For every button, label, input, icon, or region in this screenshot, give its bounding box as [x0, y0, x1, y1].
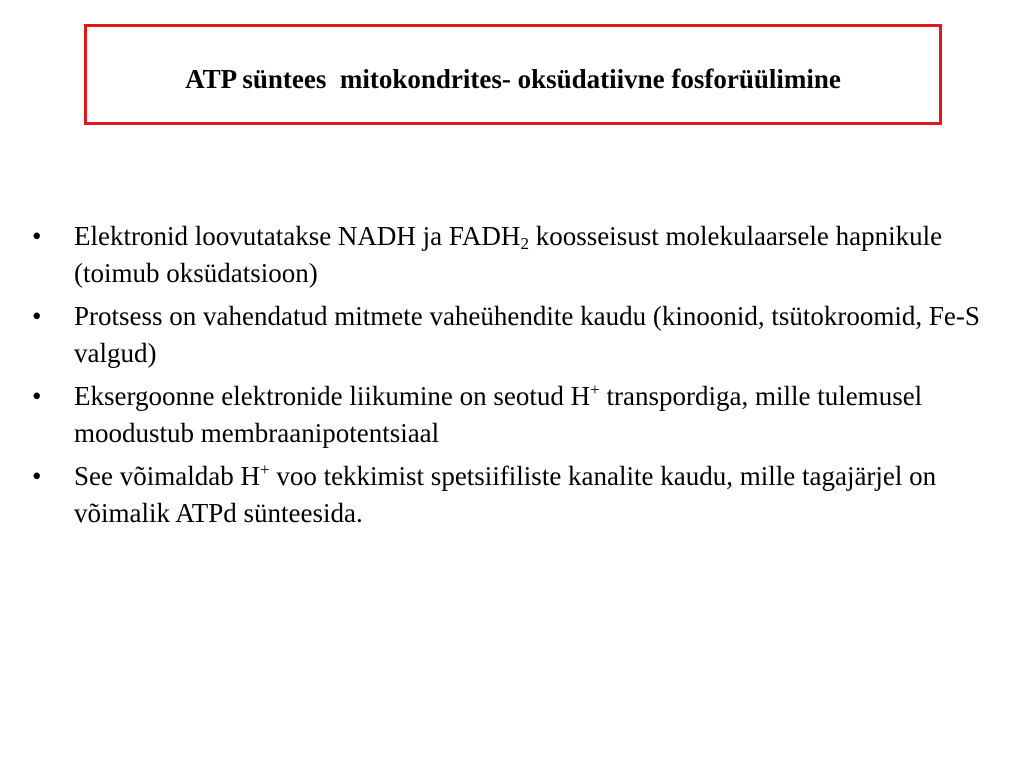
- slide-title: ATP süntees mitokondrites- oksüdatiivne fosforüülimine: [185, 64, 841, 94]
- bullet-text-part: Eksergoonne elektronide liikumine on seotud H: [74, 381, 591, 411]
- bullet-list: [30, 218, 1005, 538]
- bullet-text-part: koosseisust molekulaarsele hapnikule (toimub oksüdatsioon): [74, 221, 943, 288]
- subscript: 2: [520, 234, 529, 253]
- bullet-dot-icon: •: [32, 461, 42, 491]
- bullet-item-3: [30, 378, 1005, 452]
- bullet-dot-icon: •: [32, 301, 42, 331]
- superscript: +: [590, 380, 600, 399]
- bullet-dot-icon: •: [32, 381, 42, 411]
- bullet-item-4: [30, 458, 1005, 532]
- bullet-text-part: voo tekkimist spetsiifiliste kanalite kaudu, mille tagajärjel on võimalik ATPd sünteesida.: [74, 461, 937, 528]
- bullet-text-part: See võimaldab H: [74, 461, 260, 491]
- title-box: [84, 24, 942, 125]
- superscript: +: [259, 460, 270, 479]
- bullet-dot-icon: •: [32, 221, 42, 251]
- bullet-item-2: [30, 298, 1005, 372]
- bullet-item-1: [30, 218, 1005, 292]
- bullet-text-part: Elektronid loovutatakse NADH ja FADH: [74, 221, 521, 251]
- bullet-text-part: transpordiga, mille tulemusel moodustub membraanipotentsiaal: [74, 381, 923, 448]
- bullet-text: Protsess on vahendatud mitmete vaheühendite kaudu (kinoonid, tsütokroomid, Fe-S valgud): [74, 301, 980, 368]
